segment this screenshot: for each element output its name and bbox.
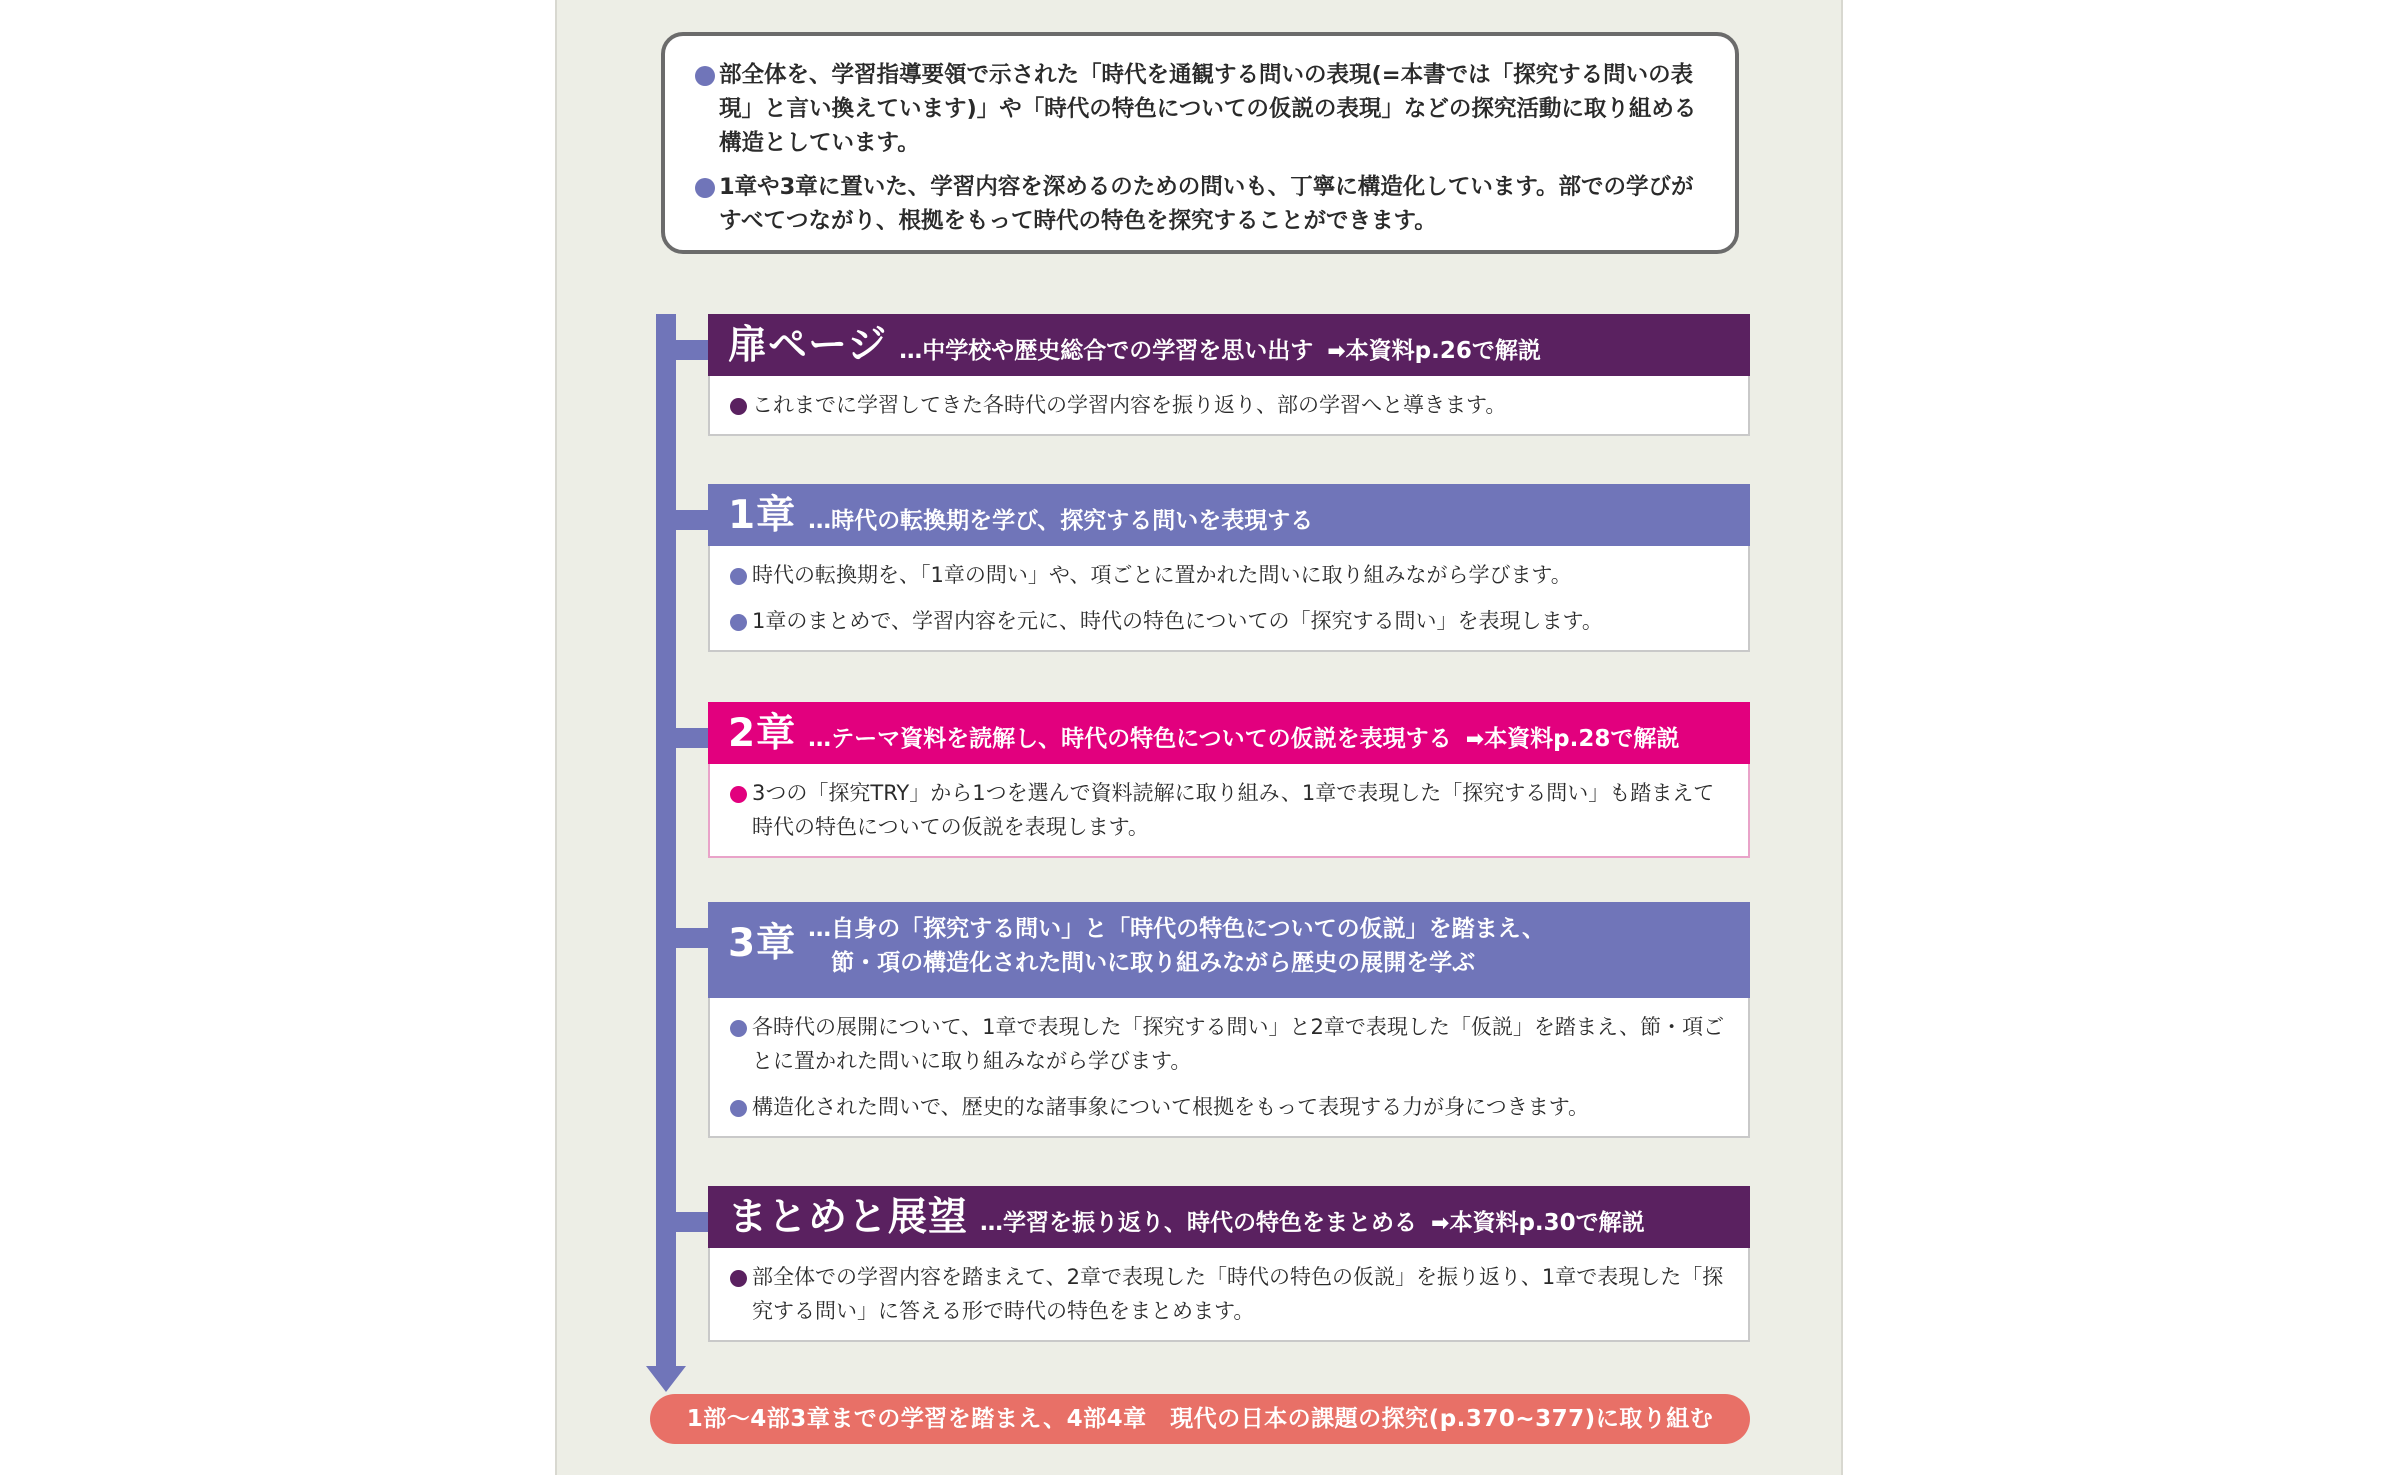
section-bullet: これまでに学習してきた各時代の学習内容を振り返り、部の学習へと導きます。 <box>728 388 1734 422</box>
section-bullet: 時代の転換期を、「1章の問い」や、項ごとに置かれた問いに取り組みながら学びます。 <box>728 558 1734 592</box>
section-bullet: 3つの「探究TRY」から1つを選んで資料読解に取り組み、1章で表現した「探究する問い」も踏まえて時代の特色についての仮説を表現します。 <box>728 776 1734 844</box>
section-body <box>708 998 1750 1138</box>
bullet-dot-icon <box>730 786 747 803</box>
section-bullet: 構造化された問いで、歴史的な諸事象について根拠をもって表現する力が身につきます。 <box>728 1090 1734 1124</box>
section-body <box>708 546 1750 652</box>
page-reference: ➡本資料p.26で解説 <box>1327 338 1541 364</box>
bullet-dot-icon <box>730 1100 747 1117</box>
flow-connector <box>676 1212 710 1232</box>
section-body <box>708 1248 1750 1342</box>
section-chapter-2 <box>708 702 1750 858</box>
flow-arrow-down-icon <box>646 1366 686 1392</box>
section-subtitle: …時代の転換期を学び、探究する問いを表現する <box>808 508 1314 534</box>
section-subtitle: …中学校や歴史総合での学習を思い出す <box>899 338 1314 364</box>
section-subtitle: …テーマ資料を読解し、時代の特色についての仮説を表現する <box>808 726 1452 752</box>
section-summary <box>708 1186 1750 1342</box>
section-chapter-1 <box>708 484 1750 652</box>
flow-connector <box>676 510 710 530</box>
section-bullet: 部全体での学習内容を踏まえて、2章で表現した「時代の特色の仮説」を振り返り、1章で表現した「探究する問い」に答える形で時代の特色をまとめます。 <box>728 1260 1734 1328</box>
flow-connector <box>676 340 710 360</box>
bullet-dot-icon <box>695 66 715 86</box>
section-header <box>708 314 1750 376</box>
section-body <box>708 376 1750 436</box>
section-title: まとめと展望 <box>728 1195 969 1240</box>
arrow-right-icon: ➡ <box>1465 727 1485 752</box>
page-reference: ➡本資料p.30で解説 <box>1431 1210 1645 1236</box>
section-header <box>708 902 1750 998</box>
bullet-dot-icon <box>730 1020 747 1037</box>
section-title: 1章 <box>728 493 797 538</box>
bullet-dot-icon <box>730 614 747 631</box>
section-title: 2章 <box>728 711 797 756</box>
page-reference: ➡本資料p.28で解説 <box>1465 726 1680 752</box>
bullet-dot-icon <box>730 568 747 585</box>
final-banner: 1部〜4部3章までの学習を踏まえ、4部4章 現代の日本の課題の探究(p.370~377)に取り組む <box>650 1394 1750 1444</box>
flow-line <box>656 314 676 1372</box>
bullet-dot-icon <box>730 1270 747 1287</box>
arrow-right-icon: ➡ <box>1431 1211 1450 1236</box>
section-bullet: 1章のまとめで、学習内容を元に、時代の特色についての「探究する問い」を表現します。 <box>728 604 1734 638</box>
section-body <box>708 764 1750 858</box>
flow-connector <box>676 728 710 748</box>
intro-box <box>661 32 1739 254</box>
section-chapter-3 <box>708 902 1750 1138</box>
section-header <box>708 702 1750 764</box>
section-bullet: 各時代の展開について、1章で表現した「探究する問い」と2章で表現した「仮説」を踏まえ、節・項ごとに置かれた問いに取り組みながら学びます。 <box>728 1010 1734 1078</box>
section-subtitle: …自身の「探究する問い」と「時代の特色についての仮説」を踏まえ、 節・項の構造化された問いに取り組みながら歴史の展開を学ぶ <box>808 916 1546 976</box>
bullet-dot-icon <box>730 398 747 415</box>
section-header <box>708 1186 1750 1248</box>
section-title: 扉ページ <box>728 323 888 368</box>
flow-connector <box>676 928 710 948</box>
section-subtitle: …学習を振り返り、時代の特色をまとめる <box>980 1210 1418 1236</box>
bullet-dot-icon <box>695 178 715 198</box>
section-tobira <box>708 314 1750 436</box>
arrow-right-icon: ➡ <box>1327 339 1346 364</box>
section-header <box>708 484 1750 546</box>
intro-bullet: 1章や3章に置いた、学習内容を深めるのための問いも、丁寧に構造化しています。部での学びがすべてつながり、根拠をもって時代の特色を探究することができます。 <box>695 170 1705 238</box>
section-title: 3章 <box>728 921 797 966</box>
intro-bullet: 部全体を、学習指導要領で示された「時代を通観する問いの表現(=本書では「探究する問いの表現」と言い換えています)」や「時代の特色についての仮説の表現」などの探究活動に取り組める構造としています。 <box>695 58 1705 160</box>
